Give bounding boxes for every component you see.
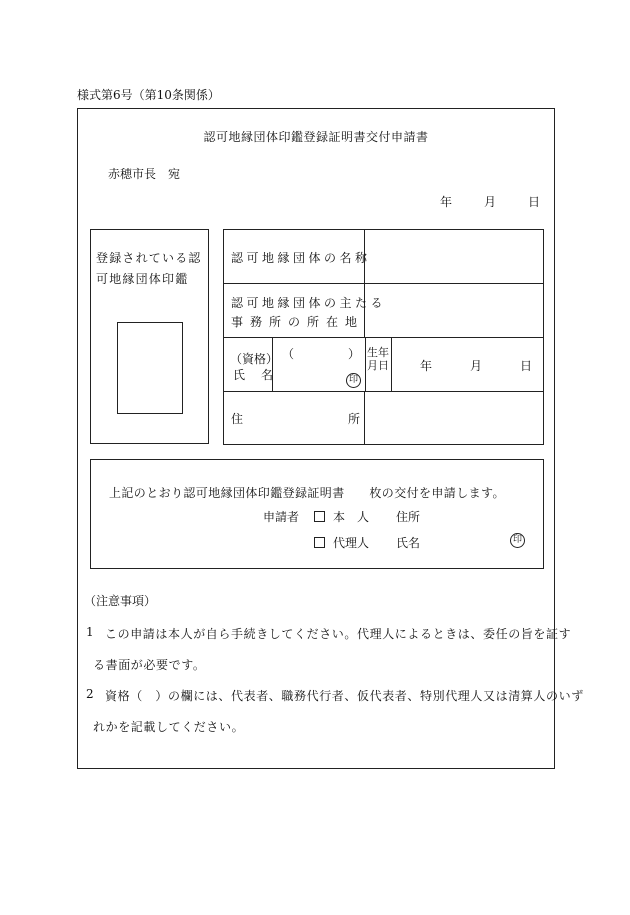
date-year-label: 年	[440, 195, 453, 209]
address-label-right: 所	[348, 412, 361, 426]
self-label: 本 人	[333, 510, 370, 524]
note-1-number: 1	[86, 625, 95, 639]
agent-label: 代理人	[333, 536, 370, 550]
birth-label-col1: 生 月	[367, 346, 378, 372]
seal-mark-icon: 印	[346, 373, 361, 388]
application-date	[440, 193, 540, 210]
registered-seal-label: 登録されている認可地縁団体印鑑	[96, 251, 202, 286]
name-label: 氏名	[396, 536, 421, 550]
table-row-divider	[224, 391, 543, 392]
birth-month-label: 月	[469, 359, 482, 373]
request-box	[90, 459, 544, 569]
applicant-name-field[interactable]	[423, 531, 503, 549]
applicant-label: 申請者	[263, 510, 300, 524]
address-label-left: 住	[231, 412, 244, 426]
group-name-field[interactable]	[366, 231, 542, 282]
date-month-label: 月	[483, 195, 496, 209]
name-label: 氏 名	[233, 368, 276, 382]
paren-open: （	[282, 347, 295, 361]
note-1-line2: る書面が必要です。	[93, 658, 206, 672]
qualification-label: （資格）	[230, 352, 279, 366]
table-col-divider	[364, 230, 365, 337]
seal-impression-box[interactable]	[117, 322, 183, 414]
form-number: 様式第6号（第10条関係）	[77, 88, 220, 102]
self-checkbox[interactable]	[314, 511, 325, 522]
agent-checkbox[interactable]	[314, 537, 325, 548]
request-statement: 上記のとおり認可地縁団体印鑑登録証明書 枚の交付を申請します。	[109, 486, 505, 500]
note-2-line1: 資格（ ）の欄には、代表者、職務代行者、仮代表者、特別代理人又は清算人のいず	[105, 689, 584, 703]
birth-year-label: 年	[420, 359, 433, 373]
table-col-divider	[391, 337, 392, 391]
addressee: 赤穂市長 宛	[108, 167, 181, 181]
paren-close: ）	[348, 347, 361, 361]
office-label-line1: 認可地縁団体の主たる	[231, 296, 387, 310]
notes-heading: （注意事項）	[84, 594, 157, 608]
applicant-info-table	[223, 229, 544, 445]
birth-date-field[interactable]	[420, 357, 532, 374]
address-label: 住所	[396, 510, 421, 524]
group-name-label: 認可地縁団体の名称	[231, 251, 371, 265]
office-label-line2: 事務所の所在地	[231, 315, 365, 329]
note-2-number: 2	[86, 687, 95, 701]
table-row-divider	[224, 283, 543, 284]
applicant-address-field[interactable]	[423, 505, 533, 523]
date-day-label: 日	[527, 195, 540, 209]
birth-day-label: 日	[519, 359, 532, 373]
note-1-line1: この申請は本人が自ら手続きしてください。代理人によるときは、委任の旨を証す	[105, 627, 572, 641]
representative-address-field[interactable]	[366, 393, 542, 444]
seal-mark-icon: 印	[510, 533, 525, 548]
form-title: 認可地縁団体印鑑登録証明書交付申請書	[203, 130, 429, 144]
table-col-divider	[365, 337, 366, 391]
office-address-field[interactable]	[366, 285, 542, 336]
note-2-line2: れかを記載してください。	[93, 720, 245, 734]
birth-label-col2: 年 日	[378, 346, 389, 372]
table-col-divider	[364, 391, 365, 445]
